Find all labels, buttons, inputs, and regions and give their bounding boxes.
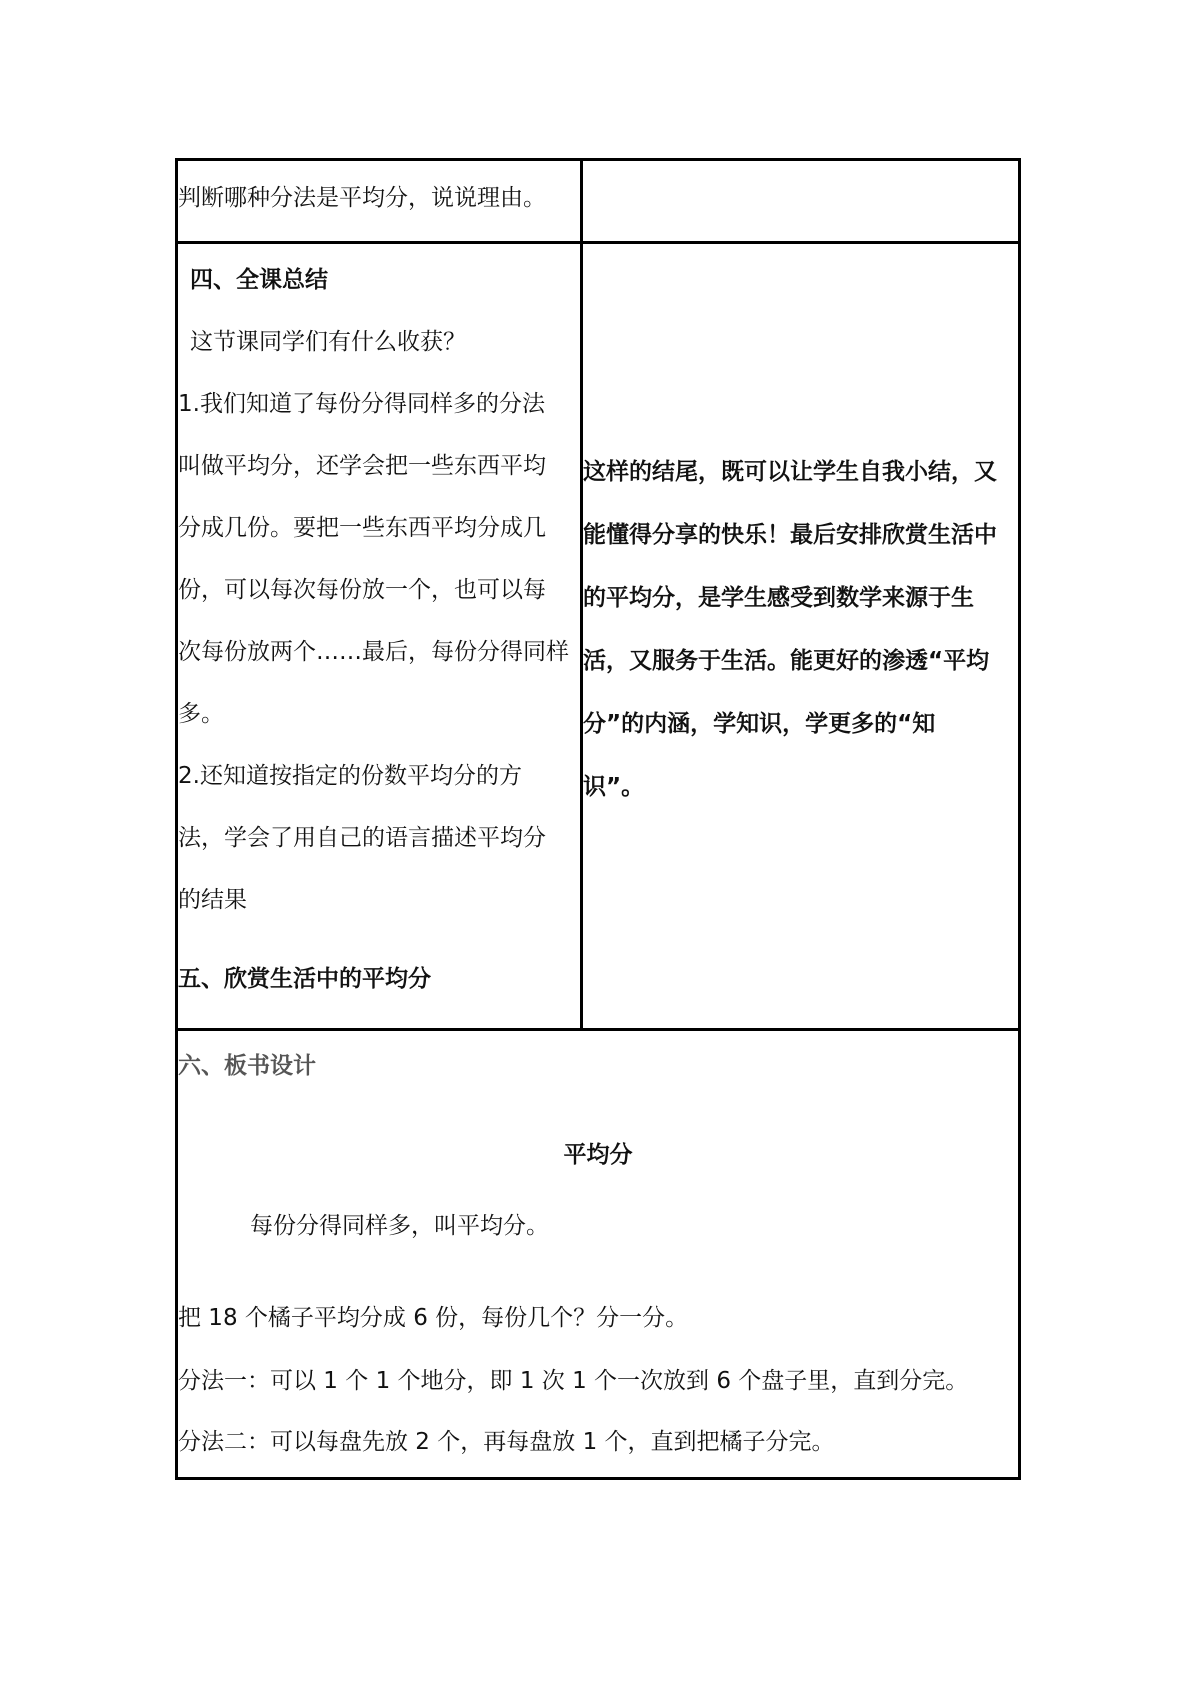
design-intent-text — [583, 441, 1018, 819]
summary-heading: 四、全课总结 — [190, 267, 328, 293]
summary-line: 法，学会了用自己的语言描述平均分 — [178, 825, 546, 851]
summary-question: 这节课同学们有什么收获？ — [190, 329, 466, 355]
intent-line: 分”的内涵，学知识，学更多的“知 — [583, 711, 936, 737]
summary-line: 的结果 — [178, 887, 247, 913]
row1-left-text: 判断哪种分法是平均分，说说理由。 — [178, 185, 546, 211]
problem-text: 把 18 个橘子平均分成 6 份，每份几个？分一分。 — [178, 1305, 689, 1331]
intent-line: 这样的结尾，既可以让学生自我小结，又 — [583, 459, 997, 485]
row-divider-1 — [178, 241, 1018, 244]
board-title: 平均分 — [563, 1142, 633, 1168]
summary-line: 2.还知道按指定的份数平均分的方 — [178, 763, 522, 789]
intent-line: 识”。 — [583, 774, 645, 800]
intent-line: 能懂得分享的快乐！最后安排欣赏生活中 — [583, 522, 997, 548]
intent-line: 活，又服务于生活。能更好的渗透“平均 — [583, 648, 990, 674]
method-one-text: 分法一：可以 1 个 1 个地分，即 1 次 1 个一次放到 6 个盘子里，直到分完。 — [178, 1368, 969, 1394]
board-design-heading: 六、板书设计 — [178, 1053, 316, 1079]
lesson-table — [175, 158, 1021, 1480]
summary-line: 次每份放两个……最后，每份分得同样 — [178, 639, 569, 665]
intent-line: 的平均分，是学生感受到数学来源于生 — [583, 585, 974, 611]
summary-line: 叫做平均分，还学会把一些东西平均 — [178, 453, 546, 479]
summary-line: 份，可以每次每份放一个，也可以每 — [178, 577, 546, 603]
summary-line: 多。 — [178, 701, 224, 727]
summary-line: 分成几份。要把一些东西平均分成几 — [178, 515, 546, 541]
method-two-text: 分法二：可以每盘先放 2 个，再每盘放 1 个，直到把橘子分完。 — [178, 1429, 835, 1455]
definition-text: 每份分得同样多，叫平均分。 — [250, 1213, 549, 1239]
summary-line: 1.我们知道了每份分得同样多的分法 — [178, 391, 545, 417]
row-divider-2 — [178, 1028, 1018, 1031]
appreciation-heading: 五、欣赏生活中的平均分 — [178, 966, 431, 992]
